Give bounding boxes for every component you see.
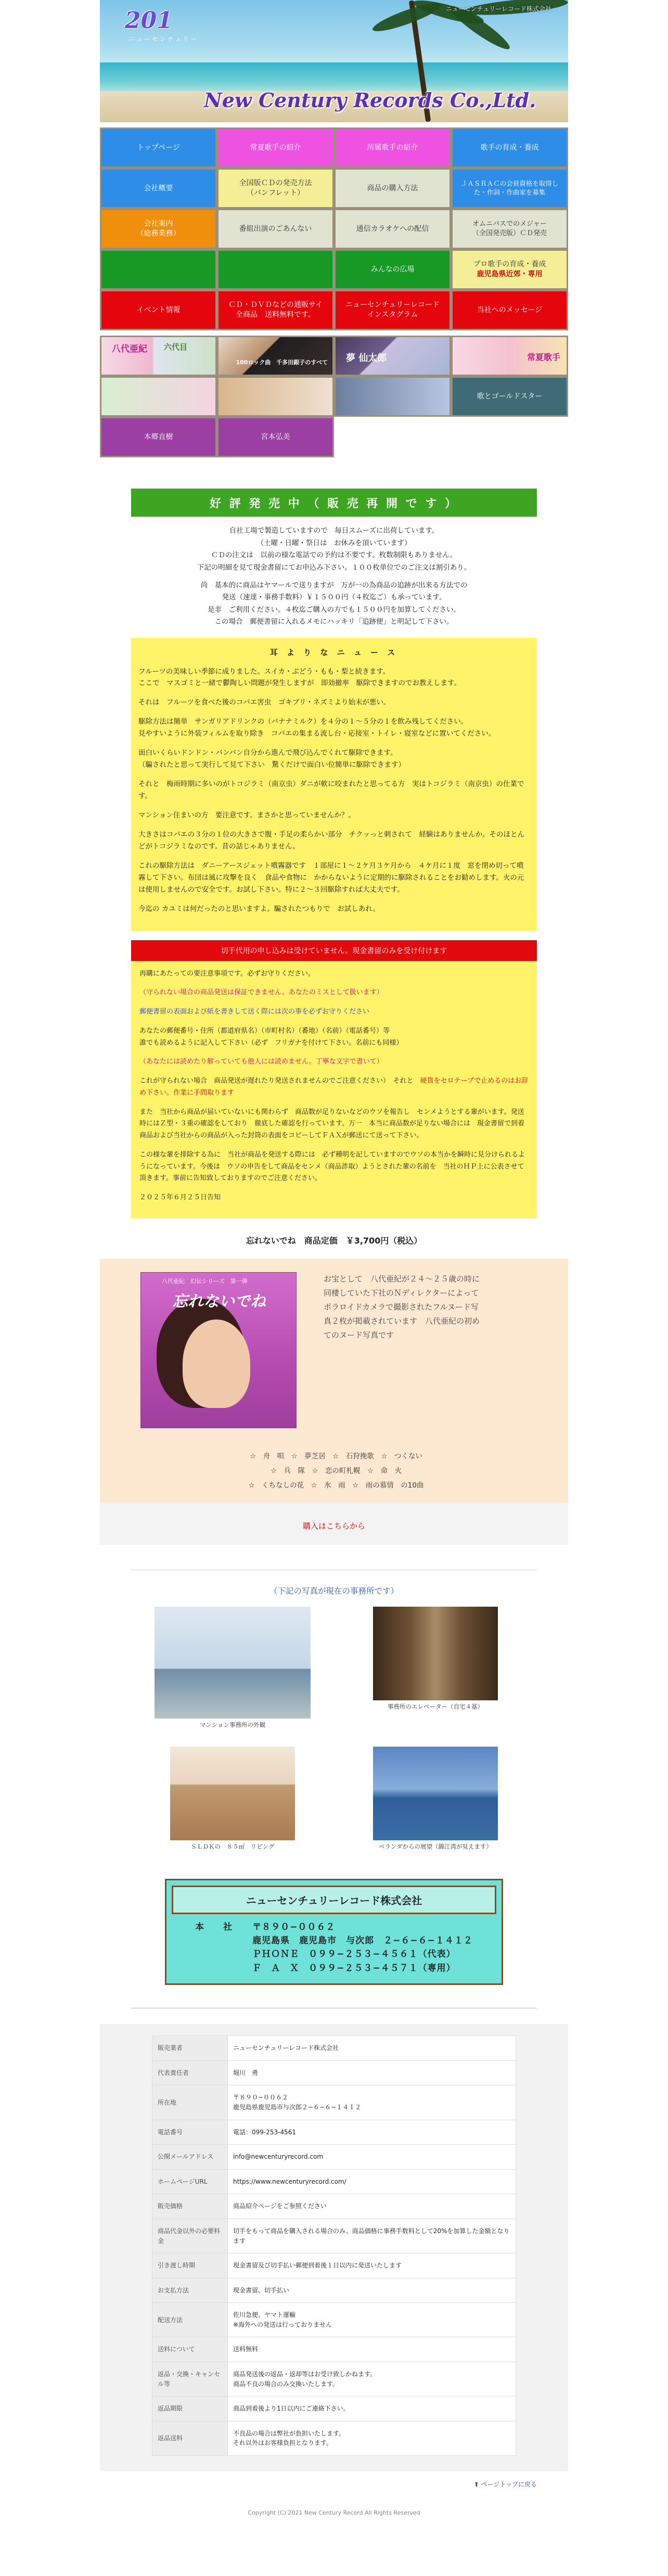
nav-jasrac-recruit[interactable]: ＪＡＳＲＡＣの会員資格を取得した・作詞・作曲家を募集 — [451, 168, 568, 209]
news-paragraph: これの駆除方法は ダニーアースジェット噴霧器です １部屋に１〜２ケ月３ケ月から ４ケ月に１度 窓を閉め切って噴霧して下さい。布団は風に攻撃を良く 食品や食物に かからないように定期的に駆除されることをお勧めします。火の元は使用しませんので安全です。お試し下さい。特に２〜３回駆除すれば大丈夫です。 — [138, 861, 524, 894]
legal-section — [100, 2024, 568, 2471]
nav-community[interactable]: みんなの広場 — [334, 249, 451, 290]
legal-row — [152, 2194, 516, 2219]
legal-row — [152, 2219, 516, 2253]
legal-value: 電話：099-253-4561 — [228, 2120, 516, 2145]
warn-line: この様な輩を排除する為に 当社が商品を発送する際には 必ず種明を記していますのでウソの本当かを瞬時に見分けられるようになっています。今後は ウソの申告をして商品をセンメ（商品詐取）ようとされた輩の名前を 当社のＨＰ上に公表させて頂きます。事前に告知致しておりますのでご注意ください。 — [139, 1150, 525, 1183]
photo-living — [170, 1747, 295, 1840]
logo[interactable]: 201 — [125, 7, 173, 34]
news-box — [131, 638, 537, 931]
legal-key: 代表責任者 — [152, 2060, 228, 2085]
company-info-box — [165, 1879, 503, 1985]
photos-title: （下記の写真が現在の事務所です） — [269, 1586, 399, 1596]
banner-chitada-ginko[interactable] — [217, 336, 334, 376]
legal-value: 切手をもって商品を購入される場合のみ、商品価格に事務手数料として20%を加算した金額となります — [228, 2219, 516, 2253]
legal-value: https://www.newcenturyrecord.com/ — [228, 2169, 516, 2194]
legal-key: 公開メールアドレス — [152, 2145, 228, 2170]
banner-kodaime[interactable] — [100, 376, 217, 417]
legal-key: 返品期限 — [152, 2396, 228, 2421]
nav-omnibus-cd[interactable]: オムニバスでのメジャー （全国発売版）ＣＤ発売 — [451, 209, 568, 249]
nav-pro-training-sub: 鹿児島県近郊・専用 — [477, 270, 543, 278]
notice-line: 是非 ご利用ください。４枚迄ご購入の方でも１５００円を加算してください。 — [208, 605, 460, 614]
nav-pro-training-kagoshima[interactable] — [451, 249, 568, 290]
legal-key: 販売価格 — [152, 2194, 228, 2219]
news-paragraph: 今迄の カユミは何だったのと思いますよ。騙されたつもりで お試しあれ。 — [138, 904, 380, 913]
album-title: 忘れないでね — [172, 1292, 266, 1311]
legal-value: 現金書留、切手払い — [228, 2278, 516, 2303]
news-paragraph: マンション住まいの方 要注意です。まさかと思っていませんか？。 — [138, 811, 355, 819]
photo-caption: 事務所のエレベーター（自宅４基） — [388, 1702, 483, 1710]
banner-rokudaime-label: 六代目 — [164, 342, 188, 352]
on-sale-header: 好 評 発 売 中 （ 販 売 再 開 で す ） — [131, 489, 537, 517]
notice-line: （土曜・日曜・祭日は お休みを頂いています） — [256, 539, 412, 547]
legal-value: 佐川急便、ヤマト運輸 ※海外への発送は行っておりません — [228, 2303, 516, 2337]
banner-singer-3[interactable] — [334, 376, 451, 417]
order-notice — [131, 525, 537, 629]
news-title: 耳 よ り な ニ ュ ー ス — [269, 648, 399, 657]
nav-singer-training[interactable]: 歌手の育成・養成 — [451, 127, 568, 168]
legal-key: 所在地 — [152, 2085, 228, 2120]
office-photo — [334, 1607, 537, 1729]
photo-veranda — [373, 1747, 498, 1840]
legal-row — [152, 2145, 516, 2170]
payment-warning-header: 切手代用の申し込みは受けていません。現金書留のみを受け付けます — [131, 940, 537, 961]
notice-line: 下記の明細を見て現金書留にてお申込み下さい。１００枚単位でのご注文は割引あり。 — [197, 563, 471, 572]
legal-key: 返品送料 — [152, 2421, 228, 2455]
nav-miyamoto-hiromi[interactable]: 宮本弘美 — [217, 417, 334, 457]
banner-yashiro-aki-label: 八代亜紀 — [112, 344, 147, 354]
nav-program-appearance[interactable]: 番組出演のごあんない — [217, 209, 334, 249]
payment-warning-body — [131, 961, 537, 1219]
legal-row — [152, 2421, 516, 2455]
nav-mail-order[interactable]: ＣＤ・ＤＶＤなどの通販サイ 全商品 送料無料です。 — [217, 290, 334, 330]
legal-value: 現金書留及び切手払い郵便到着後１日以内に発送いたします — [228, 2253, 516, 2278]
legal-value: 堀川 勇 — [228, 2060, 516, 2085]
warn-line: あなたの郵便番号・住所（都道府県名）（市町村名）（番地）（名前）（電話番号）等 誰でも読めるように記入して下さい（必ず フリガナを付けて下さい。名前にも同様） — [139, 1027, 403, 1047]
header-company-name: ニューセンチュリーレコード株式会社 — [445, 5, 551, 12]
company-name: ニューセンチュリーレコード株式会社 — [172, 1886, 496, 1914]
legal-row — [152, 2253, 516, 2278]
photo-caption: ベランダからの展望（錦江湾が見えます） — [378, 1842, 493, 1850]
company-phone: ＰＨＯＮＥ ０９９−２５３−４５６１（代表） — [252, 1949, 456, 1960]
nav-events[interactable]: イベント情報 — [100, 290, 217, 330]
banner-yume-label: 夢 仙太郎 — [346, 353, 387, 364]
banner-chitada-label: 100ロック曲 千多田銀子のすべて — [236, 359, 328, 366]
nav-affiliated-singers[interactable]: 所属歌手の紹介 — [334, 127, 451, 168]
nav-hongo-naoki[interactable]: 本郷直樹 — [100, 417, 217, 457]
song-list — [140, 1449, 532, 1493]
news-paragraph: 駆除方法は簡単 サンガリアドリンクの（バナナミルク）を４分の１〜５分の１を飲み残してください。 見やすいように外装フィルムを取り除き コバエの集まる流し台・応接室・トイレ・寝室などに置いてください。 — [138, 717, 496, 738]
photo-caption: マンション事務所の外観 — [200, 1721, 265, 1728]
legal-row — [152, 2120, 516, 2145]
buy-section — [100, 1503, 568, 1545]
nav-tokonatsu-singers[interactable]: 常夏歌手の紹介 — [217, 127, 334, 168]
warn-line: （守られない場合の商品発送は保証できません。あなたのミスとして扱います） — [139, 989, 383, 997]
legal-row — [152, 2396, 516, 2421]
legal-value: ニューセンチュリーレコード株式会社 — [228, 2036, 516, 2061]
news-paragraph: フルーツの美味しい季節に成りました。スイカ・ぶどう・もも・梨と続きます。 ここで マスゴミと一緒で鬱陶しい問題が発生しますが 即効撤率 駆除できますのでお教えします。 — [138, 667, 461, 688]
office-photo — [131, 1607, 334, 1729]
legal-table — [152, 2035, 516, 2456]
banner-yume-sentaro[interactable] — [334, 336, 451, 376]
legal-row — [152, 2036, 516, 2061]
nav-company-guide[interactable]: 会社案内 （総務業務） — [100, 209, 217, 249]
notice-line: この場合 郵便書留に入れるメモにハッキリ「追跡便」と明記して下さい。 — [214, 618, 454, 626]
notice-date: ２０２５年６月２５日告知 — [139, 1194, 221, 1201]
news-paragraph: それと 梅雨時期に多いのがトコジラミ（南京虫）ダニが軟に咬まれたと思ってる方 実はトコジラミ（南京虫）の仕業です。 — [138, 780, 524, 800]
song-line: ☆ 舟 唄 ☆ 夢芝居 ☆ 石狩挽歌 ☆ つくない — [250, 1452, 422, 1460]
warn-line: また 当社から商品が届いていないにも関わらず 商品数が足りないなどのウソを報告し センメようとする輩がいます。発送時にはＺ型・３重の確認をしており 徹底した確認を行っています。万一 本当に商品数が足りない場合には 現金書留で到着商品および当社からの商品が入った封筒の表面をコピーしてＦＡＸが郵送にて送って下さい。 — [139, 1108, 524, 1139]
notice-line: 自社工場で製造していますので 毎日スムーズに出荷しています。 — [229, 527, 439, 535]
warn-line — [139, 1075, 529, 1099]
photo-elevator — [373, 1607, 498, 1700]
notice-line: ＣＤの注文は 以前の様な電話での予約は不要です。枚数制限もありません。 — [211, 551, 457, 560]
nav-karaoke-delivery[interactable]: 通信カラオケへの配信 — [334, 209, 451, 249]
banner-tokonatsu-label: 常夏歌手 — [526, 352, 560, 362]
office-photo — [131, 1747, 334, 1851]
photo-building — [155, 1607, 311, 1719]
banner-tokonatsu[interactable] — [451, 336, 568, 376]
legal-value: 商品発送後の返品・返却等はお受け致しかねます。 商品不良の場合のみ交換いたします。 — [228, 2362, 516, 2396]
legal-key: 返品・交換・キャンセル等 — [152, 2362, 228, 2396]
page-top-label: ページトップに戻る — [481, 2481, 537, 2489]
legal-row — [152, 2169, 516, 2194]
warn-text-red: 硬貨をセロテープで止めるのはお辞め下さい。作業に手間取ります — [139, 1077, 529, 1097]
legal-key: 送料について — [152, 2337, 228, 2362]
nav-message[interactable]: 当社へのメッセージ — [451, 290, 568, 330]
nav-blank-2 — [217, 249, 334, 290]
legal-row — [152, 2278, 516, 2303]
song-line: ☆ 兵 隊 ☆ 恋の町札幌 ☆ 命 火 — [270, 1467, 402, 1476]
banner-navigation — [100, 336, 568, 457]
legal-row — [152, 2362, 516, 2396]
nav-top-page[interactable]: トップページ — [100, 127, 217, 168]
legal-key: ホームページURL — [152, 2169, 228, 2194]
news-paragraph: それは フルーツを食べた後のコバエ害虫 ゴキブリ・ネズミより始末が悪い。 — [138, 698, 391, 707]
nav-pro-training-label: プロ歌手の育成・養成 — [473, 260, 546, 269]
page-top-link[interactable] — [131, 2480, 537, 2489]
nav-instagram[interactable]: ニューセンチュリーレコード インスタグラム — [334, 290, 451, 330]
legal-key: 電話番号 — [152, 2120, 228, 2145]
office-photos — [131, 1607, 537, 1851]
nav-blank-1 — [100, 249, 217, 290]
nav-company-overview[interactable]: 会社概要 — [100, 168, 217, 209]
arrow-up-icon: ⬆ — [473, 2481, 479, 2489]
copyright: Copyright (C) 2021 New Century Record All Rights Reserved — [248, 2509, 420, 2517]
warn-line: 郵便書留の表面および紙を書きして送く際には次の事を必ずお守りください — [139, 1008, 370, 1016]
main-navigation — [100, 127, 568, 330]
hq-label: 本 社 — [195, 1921, 233, 1932]
legal-value: 送料無料 — [228, 2337, 516, 2362]
banner-yashiro-aki[interactable] — [100, 336, 217, 376]
legal-row — [152, 2060, 516, 2085]
site-title: New Century Records Co.,Ltd. — [204, 88, 536, 112]
album-series: 八代亜紀 幻伝シリーズ 第一弾 — [162, 1277, 248, 1285]
legal-value: 〒８９０−００６２ 鹿児島県鹿児島市与次郎２−６−６−１４１２ — [228, 2085, 516, 2120]
legal-row — [152, 2337, 516, 2362]
company-address: 鹿児島県 鹿児島市 与次郎 ２−６−６−１４１２ — [252, 1936, 473, 1946]
product-heading: 忘れないでね 商品定価 ￥3,700円（税込） — [246, 1235, 422, 1246]
notice-line: 発送（速達・事務手数料）￥１５００円（４枚迄ご）も承っています。 — [222, 593, 446, 602]
logo-subtitle: ニューセンチュリー — [129, 35, 199, 43]
legal-value: info@newcenturyrecord.com — [228, 2145, 516, 2170]
legal-key: 商品代金以外の必要料金 — [152, 2219, 228, 2253]
notice-line: 尚 基本的に商品はヤマールで送りますが 万が一の為商品の追跡が出来る方法での — [200, 581, 468, 589]
nav-cd-release-method[interactable]: 全国版ＣＤの発売方法 （パンフレット） — [217, 168, 334, 209]
news-paragraph: 大きさはコバエの３分の１位の大きさで腹・手足の柔らかい部分 チクッっと刺されて 経験はありませんか。そのほとんどがトコジラミなのです。昔の話じゃありません。 — [138, 830, 524, 851]
office-photo — [334, 1747, 537, 1851]
photo-caption: ＳＬＤＫの ８５㎡ リビング — [190, 1842, 275, 1850]
news-paragraph: 面白いくらいドンドン・バンバン自分から進んで飛び込んでくれて駆除できます。 （騙されたと思って実行して見て下さい 驚くだけで面白い位簡単に駆除できます） — [138, 749, 405, 770]
legal-row — [152, 2085, 516, 2120]
legal-value: 商品到着後より1日以内にご連絡下さい。 — [228, 2396, 516, 2421]
legal-value: 不良品の場合は弊社が負担いたします。 それ以外はお客様負担となります。 — [228, 2421, 516, 2455]
song-line: ☆ くちなしの花 ☆ 氷 雨 ☆ 雨の慕情 の10曲 — [248, 1481, 424, 1490]
legal-key: 引き渡し時期 — [152, 2253, 228, 2278]
warn-line: （あなたには読めたり解っていても他人には読めません。丁寧な文字で書いて） — [139, 1058, 383, 1066]
company-fax: Ｆ Ａ Ｘ ０９９−２５３−４５７１（専用） — [252, 1963, 456, 1973]
legal-key: お支払方法 — [152, 2278, 228, 2303]
legal-row — [152, 2303, 516, 2337]
nav-purchase-method[interactable]: 商品の購入方法 — [334, 168, 451, 209]
header-banner — [100, 0, 568, 122]
product-card — [100, 1259, 568, 1503]
buy-link[interactable]: 購入はこちらから — [302, 1521, 365, 1531]
warn-text: これが守られない場合 商品発送が遅れたり発送されませんのでご注意ください） それと — [139, 1077, 420, 1085]
warn-line: 再購にあたっての要注意事項です。必ずお守りください。 — [139, 969, 315, 978]
company-zip: 〒８９０−００６２ — [252, 1921, 336, 1932]
banner-singer-2[interactable] — [217, 376, 334, 417]
legal-key: 販売業者 — [152, 2036, 228, 2061]
album-cover[interactable] — [140, 1272, 297, 1428]
nav-song-gold-star[interactable]: 歌とゴールドスター — [451, 376, 568, 417]
product-description: お宝として 八代亜紀が２４〜２５歳の時に同棲していた下社のＮディレクターによってポラロイドカメラで撮影されたフルヌード写真２枚が掲載されています 八代亜紀の初めてのヌード写真です — [324, 1274, 480, 1340]
legal-value: 商品紹介ページをご参照ください — [228, 2194, 516, 2219]
legal-key: 配送方法 — [152, 2303, 228, 2337]
